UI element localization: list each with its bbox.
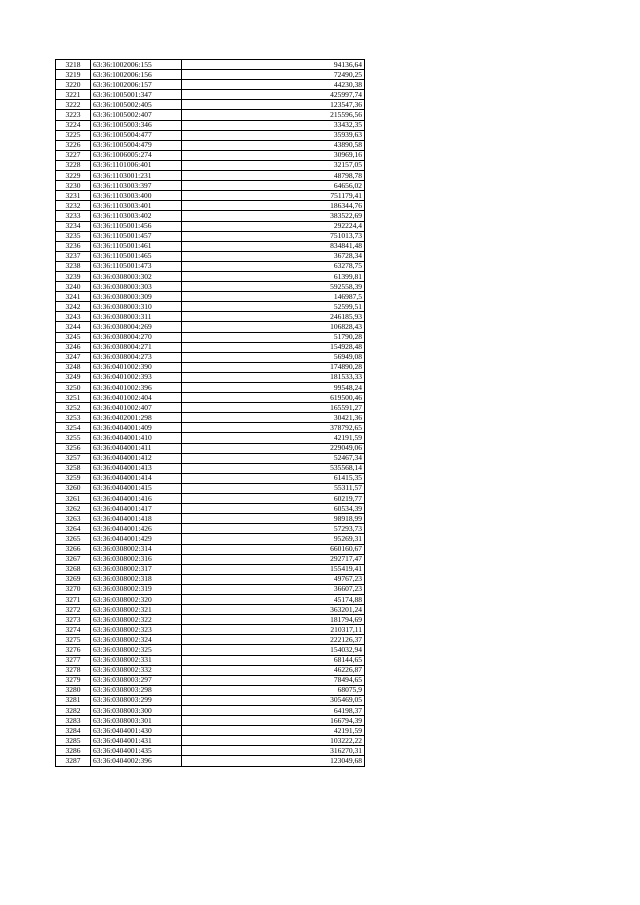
value-cell: 52467,34 bbox=[182, 453, 365, 463]
row-number-cell: 3287 bbox=[56, 756, 91, 766]
table-row bbox=[56, 130, 365, 140]
table-row bbox=[56, 372, 365, 382]
value-cell: 619500,46 bbox=[182, 393, 365, 403]
row-number-cell: 3238 bbox=[56, 261, 91, 271]
row-number-cell: 3250 bbox=[56, 383, 91, 393]
table-row bbox=[56, 312, 365, 322]
cadastral-number-cell: 63:36:0404001:426 bbox=[91, 524, 182, 534]
cadastral-number-cell: 63:36:1103003:397 bbox=[91, 181, 182, 191]
value-cell: 35939,63 bbox=[182, 130, 365, 140]
table-row bbox=[56, 706, 365, 716]
row-number-cell: 3269 bbox=[56, 574, 91, 584]
cadastral-number-cell: 63:36:0404001:415 bbox=[91, 483, 182, 493]
table-row bbox=[56, 453, 365, 463]
value-cell: 834841,48 bbox=[182, 241, 365, 251]
row-number-cell: 3268 bbox=[56, 564, 91, 574]
table-row bbox=[56, 150, 365, 160]
value-cell: 751179,41 bbox=[182, 191, 365, 201]
table-row bbox=[56, 695, 365, 705]
table-row bbox=[56, 514, 365, 524]
value-cell: 378792,65 bbox=[182, 423, 365, 433]
value-cell: 36728,34 bbox=[182, 251, 365, 261]
cadastral-number-cell: 63:36:0404001:412 bbox=[91, 453, 182, 463]
table-row bbox=[56, 423, 365, 433]
table-row bbox=[56, 110, 365, 120]
row-number-cell: 3286 bbox=[56, 746, 91, 756]
table-row bbox=[56, 221, 365, 231]
value-cell: 166794,39 bbox=[182, 716, 365, 726]
table-row bbox=[56, 231, 365, 241]
row-number-cell: 3258 bbox=[56, 463, 91, 473]
value-cell: 222126,37 bbox=[182, 635, 365, 645]
value-cell: 292224,4 bbox=[182, 221, 365, 231]
cadastral-number-cell: 63:36:1105001:465 bbox=[91, 251, 182, 261]
cadastral-number-cell: 63:36:0308004:271 bbox=[91, 342, 182, 352]
cadastral-number-cell: 63:36:0404001:430 bbox=[91, 726, 182, 736]
row-number-cell: 3241 bbox=[56, 292, 91, 302]
table-row bbox=[56, 736, 365, 746]
row-number-cell: 3233 bbox=[56, 211, 91, 221]
table-row bbox=[56, 181, 365, 191]
cadastral-number-cell: 63:36:0308002:316 bbox=[91, 554, 182, 564]
cadastral-number-cell: 63:36:1103003:401 bbox=[91, 201, 182, 211]
value-cell: 44230,38 bbox=[182, 80, 365, 90]
table-row bbox=[56, 463, 365, 473]
value-cell: 425997,74 bbox=[182, 90, 365, 100]
row-number-cell: 3253 bbox=[56, 413, 91, 423]
cadastral-number-cell: 63:36:0308002:325 bbox=[91, 645, 182, 655]
row-number-cell: 3281 bbox=[56, 695, 91, 705]
cadastral-number-cell: 63:36:0308004:270 bbox=[91, 332, 182, 342]
row-number-cell: 3260 bbox=[56, 483, 91, 493]
value-cell: 46226,87 bbox=[182, 665, 365, 675]
table-row bbox=[56, 756, 365, 766]
table-row bbox=[56, 564, 365, 574]
value-cell: 52599,51 bbox=[182, 302, 365, 312]
cadastral-number-cell: 63:36:1005003:346 bbox=[91, 120, 182, 130]
table-row bbox=[56, 544, 365, 554]
row-number-cell: 3276 bbox=[56, 645, 91, 655]
table-row bbox=[56, 70, 365, 80]
row-number-cell: 3236 bbox=[56, 241, 91, 251]
cadastral-number-cell: 63:36:0308002:318 bbox=[91, 574, 182, 584]
table-row bbox=[56, 383, 365, 393]
table-row bbox=[56, 251, 365, 261]
cadastral-number-cell: 63:36:0308004:273 bbox=[91, 352, 182, 362]
cadastral-number-cell: 63:36:0308002:323 bbox=[91, 625, 182, 635]
table-row bbox=[56, 473, 365, 483]
table-row bbox=[56, 584, 365, 594]
value-cell: 103222,22 bbox=[182, 736, 365, 746]
row-number-cell: 3234 bbox=[56, 221, 91, 231]
table-row bbox=[56, 302, 365, 312]
table-row bbox=[56, 504, 365, 514]
table-row bbox=[56, 494, 365, 504]
row-number-cell: 3256 bbox=[56, 443, 91, 453]
value-cell: 660160,67 bbox=[182, 544, 365, 554]
value-cell: 60534,39 bbox=[182, 504, 365, 514]
row-number-cell: 3251 bbox=[56, 393, 91, 403]
row-number-cell: 3242 bbox=[56, 302, 91, 312]
table-row bbox=[56, 443, 365, 453]
table-body bbox=[56, 60, 365, 767]
row-number-cell: 3284 bbox=[56, 726, 91, 736]
row-number-cell: 3266 bbox=[56, 544, 91, 554]
cadastral-number-cell: 63:36:0404001:429 bbox=[91, 534, 182, 544]
value-cell: 154032,94 bbox=[182, 645, 365, 655]
value-cell: 99548,24 bbox=[182, 383, 365, 393]
cadastral-number-cell: 63:36:1005001:347 bbox=[91, 90, 182, 100]
cadastral-number-cell: 63:36:0308003:310 bbox=[91, 302, 182, 312]
table-row bbox=[56, 655, 365, 665]
row-number-cell: 3264 bbox=[56, 524, 91, 534]
table-row bbox=[56, 665, 365, 675]
row-number-cell: 3280 bbox=[56, 685, 91, 695]
cadastral-number-cell: 63:36:0401002:404 bbox=[91, 393, 182, 403]
cadastral-number-cell: 63:36:1103003:400 bbox=[91, 191, 182, 201]
value-cell: 63278,75 bbox=[182, 261, 365, 271]
value-cell: 43890,58 bbox=[182, 140, 365, 150]
table-row bbox=[56, 534, 365, 544]
table-row bbox=[56, 574, 365, 584]
cadastral-number-cell: 63:36:1105001:461 bbox=[91, 241, 182, 251]
value-cell: 123547,36 bbox=[182, 100, 365, 110]
cadastral-number-cell: 63:36:0308004:269 bbox=[91, 322, 182, 332]
table-row bbox=[56, 645, 365, 655]
cadastral-number-cell: 63:36:0308002:319 bbox=[91, 584, 182, 594]
table-row bbox=[56, 332, 365, 342]
row-number-cell: 3255 bbox=[56, 433, 91, 443]
value-cell: 383522,69 bbox=[182, 211, 365, 221]
value-cell: 55311,57 bbox=[182, 483, 365, 493]
cadastral-number-cell: 63:36:0308003:309 bbox=[91, 292, 182, 302]
cadastral-number-cell: 63:36:0308002:321 bbox=[91, 605, 182, 615]
table-row bbox=[56, 191, 365, 201]
value-cell: 146987,5 bbox=[182, 292, 365, 302]
value-cell: 292717,47 bbox=[182, 554, 365, 564]
value-cell: 64198,37 bbox=[182, 706, 365, 716]
cadastral-number-cell: 63:36:0402001:298 bbox=[91, 413, 182, 423]
table-row bbox=[56, 60, 365, 70]
cadastral-number-cell: 63:36:0401002:396 bbox=[91, 383, 182, 393]
value-cell: 229049,06 bbox=[182, 443, 365, 453]
table-row bbox=[56, 201, 365, 211]
value-cell: 72490,25 bbox=[182, 70, 365, 80]
value-cell: 535568,14 bbox=[182, 463, 365, 473]
value-cell: 181794,69 bbox=[182, 615, 365, 625]
value-cell: 316270,31 bbox=[182, 746, 365, 756]
cadastral-number-cell: 63:36:0308003:311 bbox=[91, 312, 182, 322]
value-cell: 98918,99 bbox=[182, 514, 365, 524]
value-cell: 174890,28 bbox=[182, 362, 365, 372]
table-row bbox=[56, 90, 365, 100]
value-cell: 154928,48 bbox=[182, 342, 365, 352]
value-cell: 246185,93 bbox=[182, 312, 365, 322]
row-number-cell: 3273 bbox=[56, 615, 91, 625]
row-number-cell: 3246 bbox=[56, 342, 91, 352]
table-row bbox=[56, 716, 365, 726]
row-number-cell: 3254 bbox=[56, 423, 91, 433]
row-number-cell: 3240 bbox=[56, 282, 91, 292]
table-row bbox=[56, 80, 365, 90]
table-row bbox=[56, 160, 365, 170]
cadastral-number-cell: 63:36:1005002:405 bbox=[91, 100, 182, 110]
row-number-cell: 3222 bbox=[56, 100, 91, 110]
table-row bbox=[56, 403, 365, 413]
row-number-cell: 3277 bbox=[56, 655, 91, 665]
row-number-cell: 3223 bbox=[56, 110, 91, 120]
table-row bbox=[56, 524, 365, 534]
value-cell: 51790,28 bbox=[182, 332, 365, 342]
row-number-cell: 3235 bbox=[56, 231, 91, 241]
row-number-cell: 3248 bbox=[56, 362, 91, 372]
table-row bbox=[56, 241, 365, 251]
cadastral-number-cell: 63:36:0308003:302 bbox=[91, 271, 182, 281]
value-cell: 32157,05 bbox=[182, 160, 365, 170]
value-cell: 215596,56 bbox=[182, 110, 365, 120]
value-cell: 186344,76 bbox=[182, 201, 365, 211]
row-number-cell: 3220 bbox=[56, 80, 91, 90]
cadastral-number-cell: 63:36:0308003:297 bbox=[91, 675, 182, 685]
table-row bbox=[56, 433, 365, 443]
cadastral-number-cell: 63:36:0308002:320 bbox=[91, 594, 182, 604]
table-row bbox=[56, 605, 365, 615]
value-cell: 45174,88 bbox=[182, 594, 365, 604]
row-number-cell: 3231 bbox=[56, 191, 91, 201]
row-number-cell: 3282 bbox=[56, 706, 91, 716]
cadastral-number-cell: 63:36:0308003:298 bbox=[91, 685, 182, 695]
row-number-cell: 3274 bbox=[56, 625, 91, 635]
value-cell: 33432,35 bbox=[182, 120, 365, 130]
row-number-cell: 3272 bbox=[56, 605, 91, 615]
value-cell: 155419,41 bbox=[182, 564, 365, 574]
table-row bbox=[56, 685, 365, 695]
data-table bbox=[55, 59, 365, 767]
table-row bbox=[56, 282, 365, 292]
cadastral-number-cell: 63:36:0404001:416 bbox=[91, 494, 182, 504]
value-cell: 68144,65 bbox=[182, 655, 365, 665]
cadastral-number-cell: 63:36:1002006:155 bbox=[91, 60, 182, 70]
cadastral-number-cell: 63:36:0404001:417 bbox=[91, 504, 182, 514]
table-row bbox=[56, 483, 365, 493]
cadastral-number-cell: 63:36:1105001:456 bbox=[91, 221, 182, 231]
value-cell: 363201,24 bbox=[182, 605, 365, 615]
cadastral-number-cell: 63:36:0404001:418 bbox=[91, 514, 182, 524]
cadastral-number-cell: 63:36:1005004:477 bbox=[91, 130, 182, 140]
table-row bbox=[56, 675, 365, 685]
cadastral-number-cell: 63:36:0404001:431 bbox=[91, 736, 182, 746]
table-row bbox=[56, 100, 365, 110]
cadastral-number-cell: 63:36:0404001:435 bbox=[91, 746, 182, 756]
cadastral-number-cell: 63:36:0308003:303 bbox=[91, 282, 182, 292]
row-number-cell: 3263 bbox=[56, 514, 91, 524]
value-cell: 64656,02 bbox=[182, 181, 365, 191]
table-row bbox=[56, 342, 365, 352]
table-row bbox=[56, 120, 365, 130]
row-number-cell: 3218 bbox=[56, 60, 91, 70]
table-row bbox=[56, 322, 365, 332]
cadastral-number-cell: 63:36:0308002:314 bbox=[91, 544, 182, 554]
value-cell: 95269,31 bbox=[182, 534, 365, 544]
cadastral-number-cell: 63:36:0404001:414 bbox=[91, 473, 182, 483]
row-number-cell: 3239 bbox=[56, 271, 91, 281]
row-number-cell: 3252 bbox=[56, 403, 91, 413]
cadastral-number-cell: 63:36:0401002:407 bbox=[91, 403, 182, 413]
cadastral-number-cell: 63:36:0308002:322 bbox=[91, 615, 182, 625]
value-cell: 42191,59 bbox=[182, 433, 365, 443]
table-row bbox=[56, 211, 365, 221]
value-cell: 56949,08 bbox=[182, 352, 365, 362]
table-row bbox=[56, 171, 365, 181]
row-number-cell: 3259 bbox=[56, 473, 91, 483]
table-row bbox=[56, 554, 365, 564]
row-number-cell: 3244 bbox=[56, 322, 91, 332]
row-number-cell: 3265 bbox=[56, 534, 91, 544]
row-number-cell: 3270 bbox=[56, 584, 91, 594]
cadastral-number-cell: 63:36:1103001:231 bbox=[91, 171, 182, 181]
table-row bbox=[56, 352, 365, 362]
row-number-cell: 3283 bbox=[56, 716, 91, 726]
cadastral-number-cell: 63:36:0404001:409 bbox=[91, 423, 182, 433]
value-cell: 57293,73 bbox=[182, 524, 365, 534]
table-row bbox=[56, 625, 365, 635]
value-cell: 30969,16 bbox=[182, 150, 365, 160]
value-cell: 68075,9 bbox=[182, 685, 365, 695]
table-row bbox=[56, 746, 365, 756]
value-cell: 94136,64 bbox=[182, 60, 365, 70]
row-number-cell: 3267 bbox=[56, 554, 91, 564]
cadastral-number-cell: 63:36:0401002:390 bbox=[91, 362, 182, 372]
row-number-cell: 3261 bbox=[56, 494, 91, 504]
row-number-cell: 3221 bbox=[56, 90, 91, 100]
row-number-cell: 3243 bbox=[56, 312, 91, 322]
row-number-cell: 3249 bbox=[56, 372, 91, 382]
cadastral-number-cell: 63:36:0308003:301 bbox=[91, 716, 182, 726]
row-number-cell: 3224 bbox=[56, 120, 91, 130]
table-row bbox=[56, 271, 365, 281]
row-number-cell: 3245 bbox=[56, 332, 91, 342]
row-number-cell: 3226 bbox=[56, 140, 91, 150]
cadastral-number-cell: 63:36:0308003:299 bbox=[91, 695, 182, 705]
cadastral-number-cell: 63:36:1103003:402 bbox=[91, 211, 182, 221]
table-row bbox=[56, 261, 365, 271]
table-row bbox=[56, 362, 365, 372]
value-cell: 123049,68 bbox=[182, 756, 365, 766]
row-number-cell: 3230 bbox=[56, 181, 91, 191]
row-number-cell: 3262 bbox=[56, 504, 91, 514]
row-number-cell: 3285 bbox=[56, 736, 91, 746]
row-number-cell: 3247 bbox=[56, 352, 91, 362]
value-cell: 106828,43 bbox=[182, 322, 365, 332]
value-cell: 60219,77 bbox=[182, 494, 365, 504]
cadastral-number-cell: 63:36:1005004:479 bbox=[91, 140, 182, 150]
row-number-cell: 3279 bbox=[56, 675, 91, 685]
row-number-cell: 3219 bbox=[56, 70, 91, 80]
cadastral-number-cell: 63:36:0404001:411 bbox=[91, 443, 182, 453]
cadastral-number-cell: 63:36:1002006:157 bbox=[91, 80, 182, 90]
table-row bbox=[56, 393, 365, 403]
row-number-cell: 3257 bbox=[56, 453, 91, 463]
cadastral-number-cell: 63:36:0404002:396 bbox=[91, 756, 182, 766]
value-cell: 49767,23 bbox=[182, 574, 365, 584]
value-cell: 42191,59 bbox=[182, 726, 365, 736]
row-number-cell: 3237 bbox=[56, 251, 91, 261]
row-number-cell: 3227 bbox=[56, 150, 91, 160]
value-cell: 592558,39 bbox=[182, 282, 365, 292]
cadastral-number-cell: 63:36:0308002:317 bbox=[91, 564, 182, 574]
cadastral-number-cell: 63:36:1005002:407 bbox=[91, 110, 182, 120]
cadastral-number-cell: 63:36:1006005:274 bbox=[91, 150, 182, 160]
value-cell: 61415,35 bbox=[182, 473, 365, 483]
cadastral-number-cell: 63:36:1105001:473 bbox=[91, 261, 182, 271]
table-row bbox=[56, 726, 365, 736]
value-cell: 165591,27 bbox=[182, 403, 365, 413]
row-number-cell: 3228 bbox=[56, 160, 91, 170]
table-row bbox=[56, 292, 365, 302]
cadastral-number-cell: 63:36:1101006:401 bbox=[91, 160, 182, 170]
cadastral-number-cell: 63:36:0401002:393 bbox=[91, 372, 182, 382]
value-cell: 210317,11 bbox=[182, 625, 365, 635]
value-cell: 48798,78 bbox=[182, 171, 365, 181]
cadastral-number-cell: 63:36:0308002:331 bbox=[91, 655, 182, 665]
cadastral-number-cell: 63:36:0404001:410 bbox=[91, 433, 182, 443]
cadastral-number-cell: 63:36:0308003:300 bbox=[91, 706, 182, 716]
row-number-cell: 3229 bbox=[56, 171, 91, 181]
row-number-cell: 3275 bbox=[56, 635, 91, 645]
cadastral-number-cell: 63:36:0308002:332 bbox=[91, 665, 182, 675]
cadastral-number-cell: 63:36:1105001:457 bbox=[91, 231, 182, 241]
value-cell: 78494,65 bbox=[182, 675, 365, 685]
value-cell: 30421,36 bbox=[182, 413, 365, 423]
row-number-cell: 3278 bbox=[56, 665, 91, 675]
row-number-cell: 3225 bbox=[56, 130, 91, 140]
table-row bbox=[56, 615, 365, 625]
value-cell: 36607,23 bbox=[182, 584, 365, 594]
row-number-cell: 3232 bbox=[56, 201, 91, 211]
cadastral-number-cell: 63:36:0404001:413 bbox=[91, 463, 182, 473]
table-row bbox=[56, 594, 365, 604]
value-cell: 305469,05 bbox=[182, 695, 365, 705]
row-number-cell: 3271 bbox=[56, 594, 91, 604]
cadastral-number-cell: 63:36:1002006:156 bbox=[91, 70, 182, 80]
table-row bbox=[56, 635, 365, 645]
table-row bbox=[56, 413, 365, 423]
value-cell: 181533,33 bbox=[182, 372, 365, 382]
table-row bbox=[56, 140, 365, 150]
value-cell: 61399,81 bbox=[182, 271, 365, 281]
cadastral-number-cell: 63:36:0308002:324 bbox=[91, 635, 182, 645]
value-cell: 751013,73 bbox=[182, 231, 365, 241]
